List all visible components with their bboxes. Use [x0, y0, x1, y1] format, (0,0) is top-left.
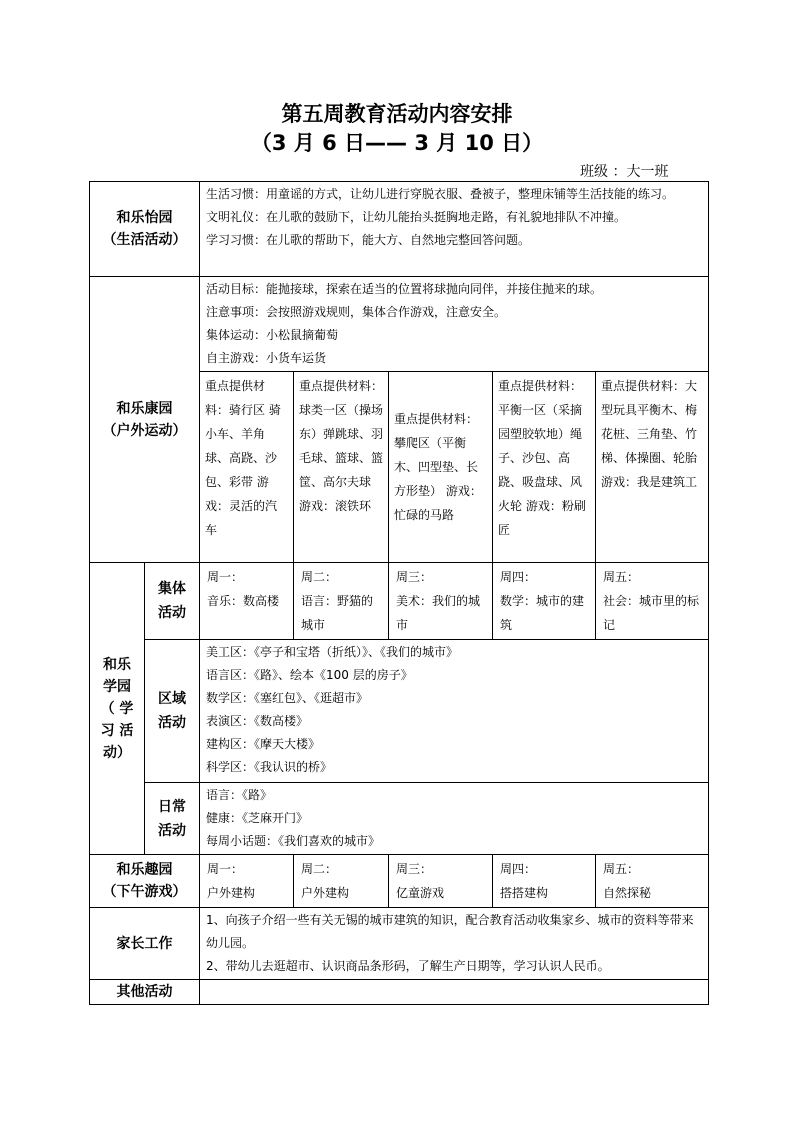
- outdoor-content: [200, 277, 709, 372]
- area-line: 数学区：《塞红包》、《逛超市》: [206, 691, 369, 705]
- group-day-cell: 周五： 社会：城市里的标记: [596, 563, 709, 640]
- life-content: [200, 182, 709, 277]
- parents-line: 2、带幼儿去逛超市、认识商品条形码，了解生产日期等，学习认识人民币。: [206, 959, 610, 973]
- material-cell: 重点提供材料：球类一区（操场东）弹跳球、羽毛球、篮球、篮筐、高尔夫球 游戏：滚铁环: [294, 372, 389, 563]
- area-line: 表演区：《数高楼》: [206, 714, 309, 728]
- area-line: 科学区：《我认识的桥》: [206, 760, 333, 774]
- parents-line: 1、向孩子介绍一些有关无锡的城市建筑的知识，配合教育活动收集家乡、城市的资料等带来幼儿园。: [206, 913, 694, 950]
- area-line: 语言区：《路》、绘本《100 层的房子》: [206, 668, 413, 682]
- date-range: （3 月 6 日—— 3 月 10 日）: [250, 131, 544, 155]
- daily-activity-label: 日常 活动: [145, 783, 200, 855]
- afternoon-day-cell: 周三： 亿童游戏: [389, 855, 493, 908]
- outdoor-line: 自主游戏：小货车运货: [206, 351, 327, 365]
- life-row: [90, 182, 709, 277]
- area-activity-row: [90, 640, 709, 783]
- afternoon-day-cell: 周二： 户外建构: [294, 855, 389, 908]
- area-activity-content: [200, 640, 709, 783]
- daily-activity-row: [90, 783, 709, 855]
- daily-line: 健康：《芝麻开门》: [206, 811, 309, 825]
- outdoor-row: [90, 277, 709, 372]
- material-cell: 重点提供材料：攀爬区（平衡木、凹型垫、长方形垫） 游戏：忙碌的马路: [389, 372, 493, 563]
- afternoon-day-cell: 周五： 自然探秘: [596, 855, 709, 908]
- parents-row: [90, 908, 709, 980]
- material-cell: 重点提供材料：平衡一区（采摘园塑胶软地）绳子、沙包、高跷、吸盘球、风火轮 游戏：粉刷匠: [493, 372, 596, 563]
- material-cell: 重点提供材料：大型玩具平衡木、梅花桩、三角垫、竹梯、体操圈、轮胎 游戏：我是建筑工: [596, 372, 709, 563]
- outdoor-line: 注意事项：会按照游戏规则，集体合作游戏，注意安全。: [206, 305, 507, 319]
- life-header: 和乐怡园 （生活活动）: [90, 182, 200, 277]
- group-day-cell: 周四： 数学：城市的建筑: [493, 563, 596, 640]
- afternoon-day-cell: 周四： 搭搭建构: [493, 855, 596, 908]
- life-line: 生活习惯：用童谣的方式，让幼儿进行穿脱衣服、叠被子，整理床铺等生活技能的练习。: [206, 187, 675, 201]
- daily-line: 语言：《路》: [206, 788, 273, 802]
- outdoor-line: 集体运动：小松鼠摘葡萄: [206, 328, 339, 342]
- parents-content: [200, 908, 709, 980]
- group-day-cell: 周一： 音乐：数高楼: [200, 563, 294, 640]
- afternoon-header: 和乐趣园 （下午游戏）: [90, 855, 200, 908]
- life-line: 学习习惯：在儿歌的帮助下，能大方、自然地完整回答问题。: [206, 233, 531, 247]
- afternoon-day-cell: 周一： 户外建构: [200, 855, 294, 908]
- other-row: [90, 980, 709, 1005]
- afternoon-row: [90, 855, 709, 908]
- group-activity-row: [90, 563, 709, 640]
- page-title: 第五周教育活动内容安排: [281, 102, 513, 126]
- group-day-cell: 周三： 美术：我们的城市: [389, 563, 493, 640]
- group-day-cell: 周二： 语言：野猫的城市: [294, 563, 389, 640]
- outdoor-header: 和乐康园 （户外运动）: [90, 277, 200, 563]
- parents-header: 家长工作: [90, 908, 200, 980]
- group-activity-label: 集体 活动: [145, 563, 200, 640]
- life-line: 文明礼仪：在儿歌的鼓励下，让幼儿能抬头挺胸地走路，有礼貌地排队不冲撞。: [206, 210, 627, 224]
- class-label: 班级 ：大一班: [580, 164, 669, 180]
- area-line: 建构区：《摩天大楼》: [206, 737, 321, 751]
- other-header: 其他活动: [90, 980, 200, 1005]
- daily-line: 每周小话题：《我们喜欢的城市》: [206, 834, 381, 848]
- outdoor-line: 活动目标：能抛接球，探索在适当的位置将球抛向同伴，并接住抛来的球。: [206, 282, 603, 296]
- area-activity-label: 区域 活动: [145, 640, 200, 783]
- area-line: 美工区：《亭子和宝塔（折纸）》、《我们的城市》: [206, 645, 459, 659]
- material-cell: 重点提供材料：骑行区 骑小车、羊角球、高跷、沙包、彩带 游戏：灵活的汽车: [200, 372, 294, 563]
- schedule-table: [89, 181, 709, 1005]
- other-content: [200, 980, 709, 1005]
- study-header: 和乐 学园 （ 学 习 活 动）: [90, 563, 145, 855]
- daily-activity-content: [200, 783, 709, 855]
